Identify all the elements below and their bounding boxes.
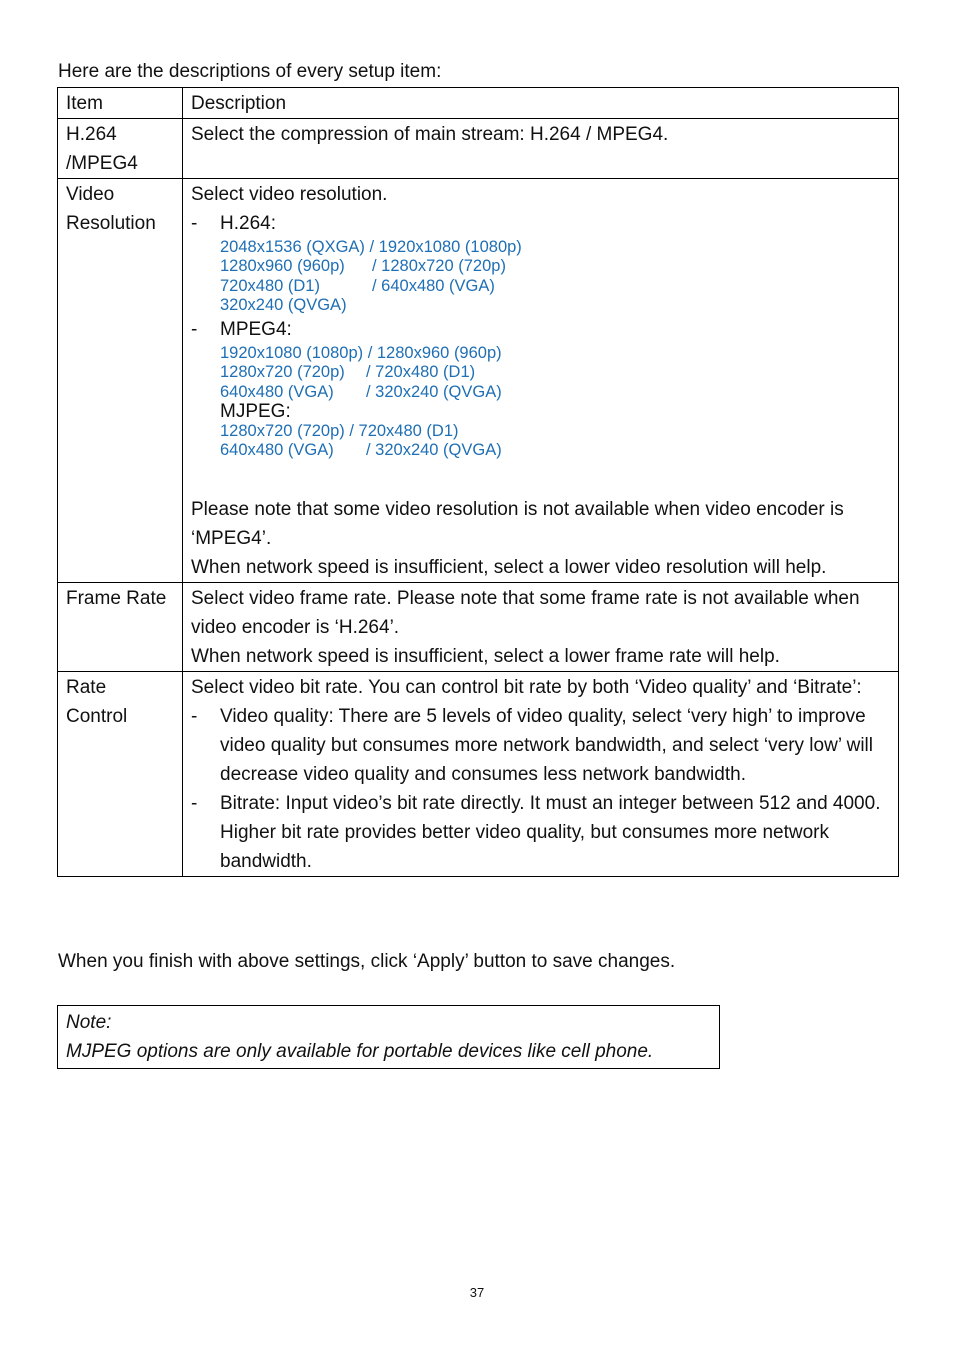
table-row-frame-rate	[58, 582, 899, 671]
resolution-option: / 640x480 (VGA)	[372, 276, 495, 295]
mpeg4-options-list	[191, 344, 890, 402]
codec-item-cell	[58, 119, 183, 179]
resolution-option-row	[220, 344, 890, 363]
resolution-option: / 320x240 (QVGA)	[366, 382, 502, 401]
header-item: Item	[58, 88, 183, 119]
resolution-option: 1280x720 (720p) / 720x480 (D1)	[220, 422, 459, 441]
mpeg4-label: MPEG4:	[220, 319, 292, 341]
spacer	[191, 461, 890, 495]
table-row-rate-control	[58, 671, 899, 876]
frame-rate-line1: Select video frame rate. Please note that some frame rate is not available when video encoder is ‘H.264’.	[191, 587, 860, 638]
resolution-option: / 1280x720 (720p)	[372, 257, 506, 276]
resolution-note2: When network speed is insufficient, select a lower video resolution will help.	[191, 556, 827, 578]
rate-control-item-line2: Control	[66, 705, 128, 727]
resolution-option: 1280x960 (960p)	[220, 257, 345, 276]
resolution-item-cell	[58, 179, 183, 583]
resolution-option: 320x240 (QVGA)	[220, 295, 347, 314]
resolution-intro: Select video resolution.	[191, 184, 388, 205]
resolution-note1: Please note that some video resolution is not available when video encoder is ‘MPEG4’.	[191, 498, 844, 549]
table-row-codec	[58, 119, 899, 179]
resolution-option-row	[220, 257, 890, 276]
page-number: 37	[469, 1285, 485, 1300]
note-title: Note:	[66, 1012, 112, 1033]
rate-control-item-cell	[58, 671, 183, 876]
header-description: Description	[183, 88, 899, 119]
resolution-option-row	[220, 422, 890, 441]
resolution-option: 2048x1536 (QXGA) / 1920x1080 (1080p)	[220, 238, 522, 256]
rate-control-description	[183, 671, 899, 876]
resolution-item-line2: Resolution	[66, 213, 156, 234]
frame-rate-item: Frame Rate	[58, 582, 183, 671]
codec-item-line2: /MPEG4	[66, 153, 138, 174]
video-quality-text: Video quality: There are 5 levels of video quality, select ‘very high’ to improve video quality but consumes more network bandwidth, and select ‘very low’ will decrease video quality and consumes less network bandwidth.	[220, 705, 873, 785]
resolution-option: 1920x1080 (1080p) / 1280x960 (960p)	[220, 344, 502, 363]
outro-text: When you finish with above settings, click ‘Apply’ button to save changes.	[58, 951, 676, 972]
table-header-row	[58, 88, 899, 119]
mjpeg-label: MJPEG:	[220, 401, 291, 423]
rate-control-item-line1: Rate	[66, 676, 107, 698]
resolution-option: 1280x720 (720p)	[220, 363, 345, 382]
resolution-option: 640x480 (VGA)	[220, 382, 334, 401]
resolution-option: / 320x240 (QVGA)	[366, 441, 502, 460]
frame-rate-line2: When network speed is insufficient, select a lower frame rate will help.	[191, 645, 780, 667]
codec-description: Select the compression of main stream: H.264 / MPEG4.	[183, 119, 899, 179]
resolution-option: 640x480 (VGA)	[220, 441, 334, 460]
note-box	[57, 1005, 720, 1069]
table-row-resolution	[58, 179, 899, 583]
resolution-option-row	[220, 363, 890, 382]
bitrate-bullet	[191, 789, 890, 876]
frame-rate-description	[183, 582, 899, 671]
resolution-option-row	[220, 383, 890, 402]
bitrate-text: Bitrate: Input video’s bit rate directly. It must an integer between 512 and 4000. Higher bit rate provides better video quality, but consumes more network bandwidth.	[220, 792, 881, 872]
bullet-dash: -	[191, 705, 198, 727]
note-text: MJPEG options are only available for portable devices like cell phone.	[66, 1041, 654, 1062]
resolution-description	[183, 179, 899, 583]
bullet-dash: -	[191, 213, 198, 234]
resolution-option-row	[220, 441, 890, 460]
setup-items-table	[57, 87, 899, 877]
rate-control-intro: Select video bit rate. You can control bit rate by both ‘Video quality’ and ‘Bitrate’:	[191, 676, 862, 698]
h264-label: H.264:	[220, 213, 276, 234]
h264-bullet	[191, 209, 890, 238]
bullet-dash: -	[191, 792, 198, 814]
intro-text: Here are the descriptions of every setup item:	[58, 61, 442, 82]
resolution-option-row	[220, 296, 890, 315]
resolution-option-row	[220, 238, 890, 257]
video-quality-bullet	[191, 702, 890, 789]
resolution-option: 720x480 (D1)	[220, 276, 320, 295]
mjpeg-options-list	[191, 422, 890, 461]
resolution-option: / 720x480 (D1)	[366, 363, 476, 382]
codec-item-line1: H.264	[66, 124, 117, 145]
resolution-option-row	[220, 277, 890, 296]
resolution-item-line1: Video	[66, 184, 115, 205]
bullet-dash: -	[191, 319, 198, 341]
h264-options-list	[191, 238, 890, 315]
mpeg4-bullet	[191, 315, 890, 344]
